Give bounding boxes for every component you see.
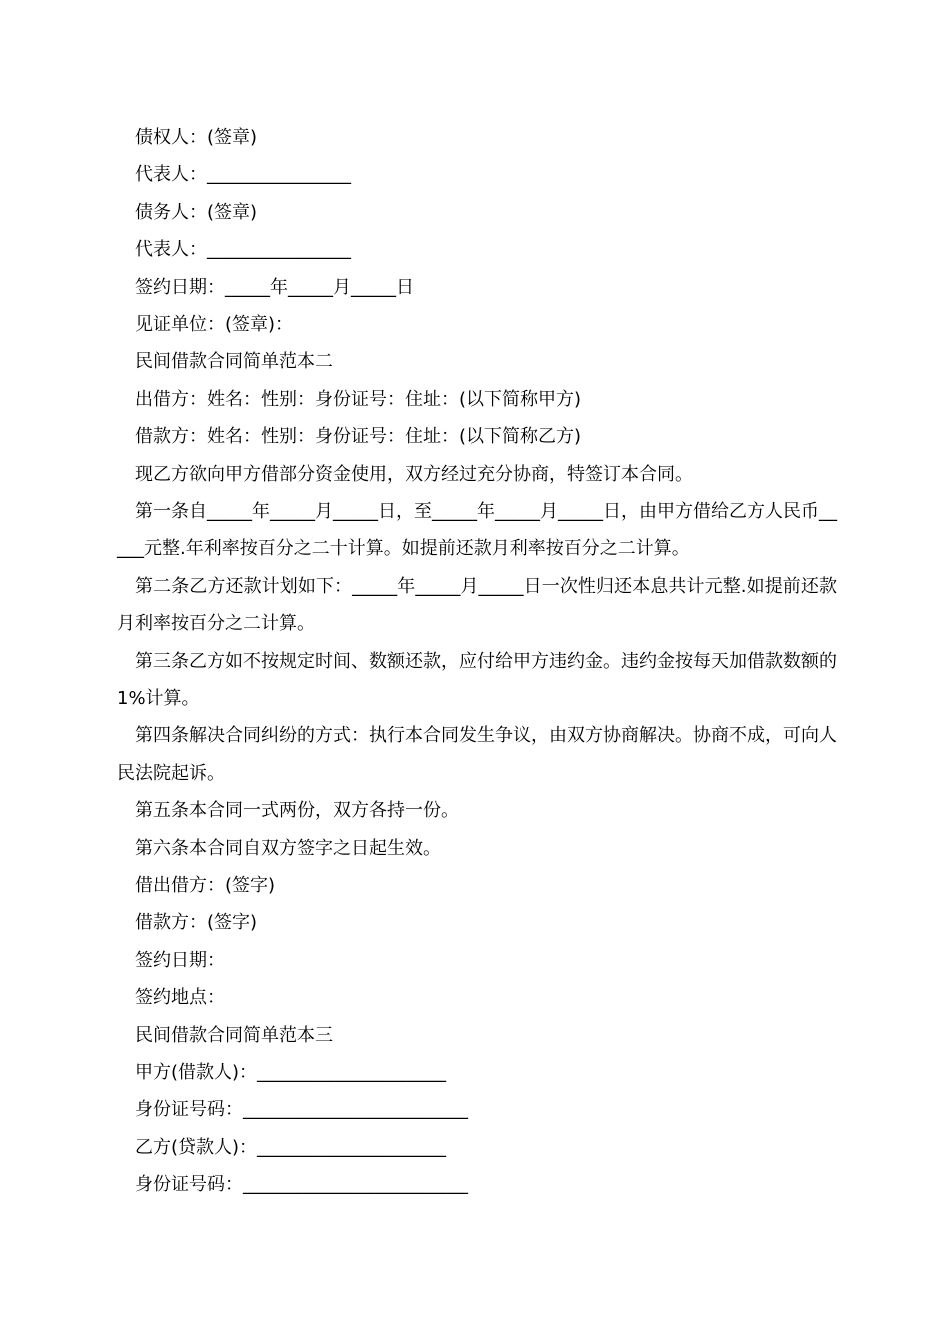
clause-1: 第一条自_____年_____月_____日，至_____年_____月_____日，由甲方借给乙方人民币_____元整.年利率按百分之二十计算。如提前还款月利率按百分之二计算。 [117,500,837,560]
preamble-line: 现乙方欲向甲方借部分资金使用，双方经过充分协商，特签订本合同。 [135,463,693,485]
borrower-signature-line: 借款方：(签字) [135,912,258,934]
creditor-signature-line: 债权人：(签章) [135,127,258,148]
clause-6: 第六条本合同自双方签字之日起生效。 [135,837,441,859]
section-title-template-2: 民间借款合同简单范本二 [135,351,333,373]
clause-3: 第三条乙方如不按规定时间、数额还款，应付给甲方违约金。违约金按每天加借款数额的1%计算。 [117,650,837,709]
lender-signature-line: 借出借方：(签字) [135,874,276,896]
party-b-id-line: 身份证号码：_________________________ [135,1174,468,1196]
lender-info-line: 出借方：姓名：性别：身份证号：住址：(以下简称甲方) [135,388,582,410]
party-a-id-line: 身份证号码：_________________________ [135,1099,468,1121]
signing-date-label: 签约日期： [135,949,225,971]
signing-date-line: 签约日期：_____年_____月_____日 [135,276,414,298]
clause-5: 第五条本合同一式两份，双方各持一份。 [135,800,459,822]
party-a-line: 甲方(借款人)：_____________________ [135,1061,447,1083]
borrower-info-line: 借款方：姓名：性别：身份证号：住址：(以下简称乙方) [135,426,582,448]
clause-2: 第二条乙方还款计划如下：_____年_____月_____日一次性归还本息共计元整.如提前还款月利率按百分之二计算。 [117,575,837,635]
debtor-signature-line: 债务人：(签章) [135,201,258,223]
debtor-representative-line: 代表人：________________ [135,239,351,261]
contract-text [117,119,837,1203]
signing-place-label: 签约地点： [135,987,225,1009]
creditor-representative-line: 代表人：________________ [135,164,351,186]
witness-unit-line: 见证单位：(签章)： [135,313,294,335]
party-b-line: 乙方(贷款人)：_____________________ [135,1136,447,1158]
section-title-template-3: 民间借款合同简单范本三 [135,1024,333,1046]
clause-4: 第四条解决合同纠纷的方式：执行本合同发生争议，由双方协商解决。协商不成，可向人民法院起诉。 [117,725,837,784]
